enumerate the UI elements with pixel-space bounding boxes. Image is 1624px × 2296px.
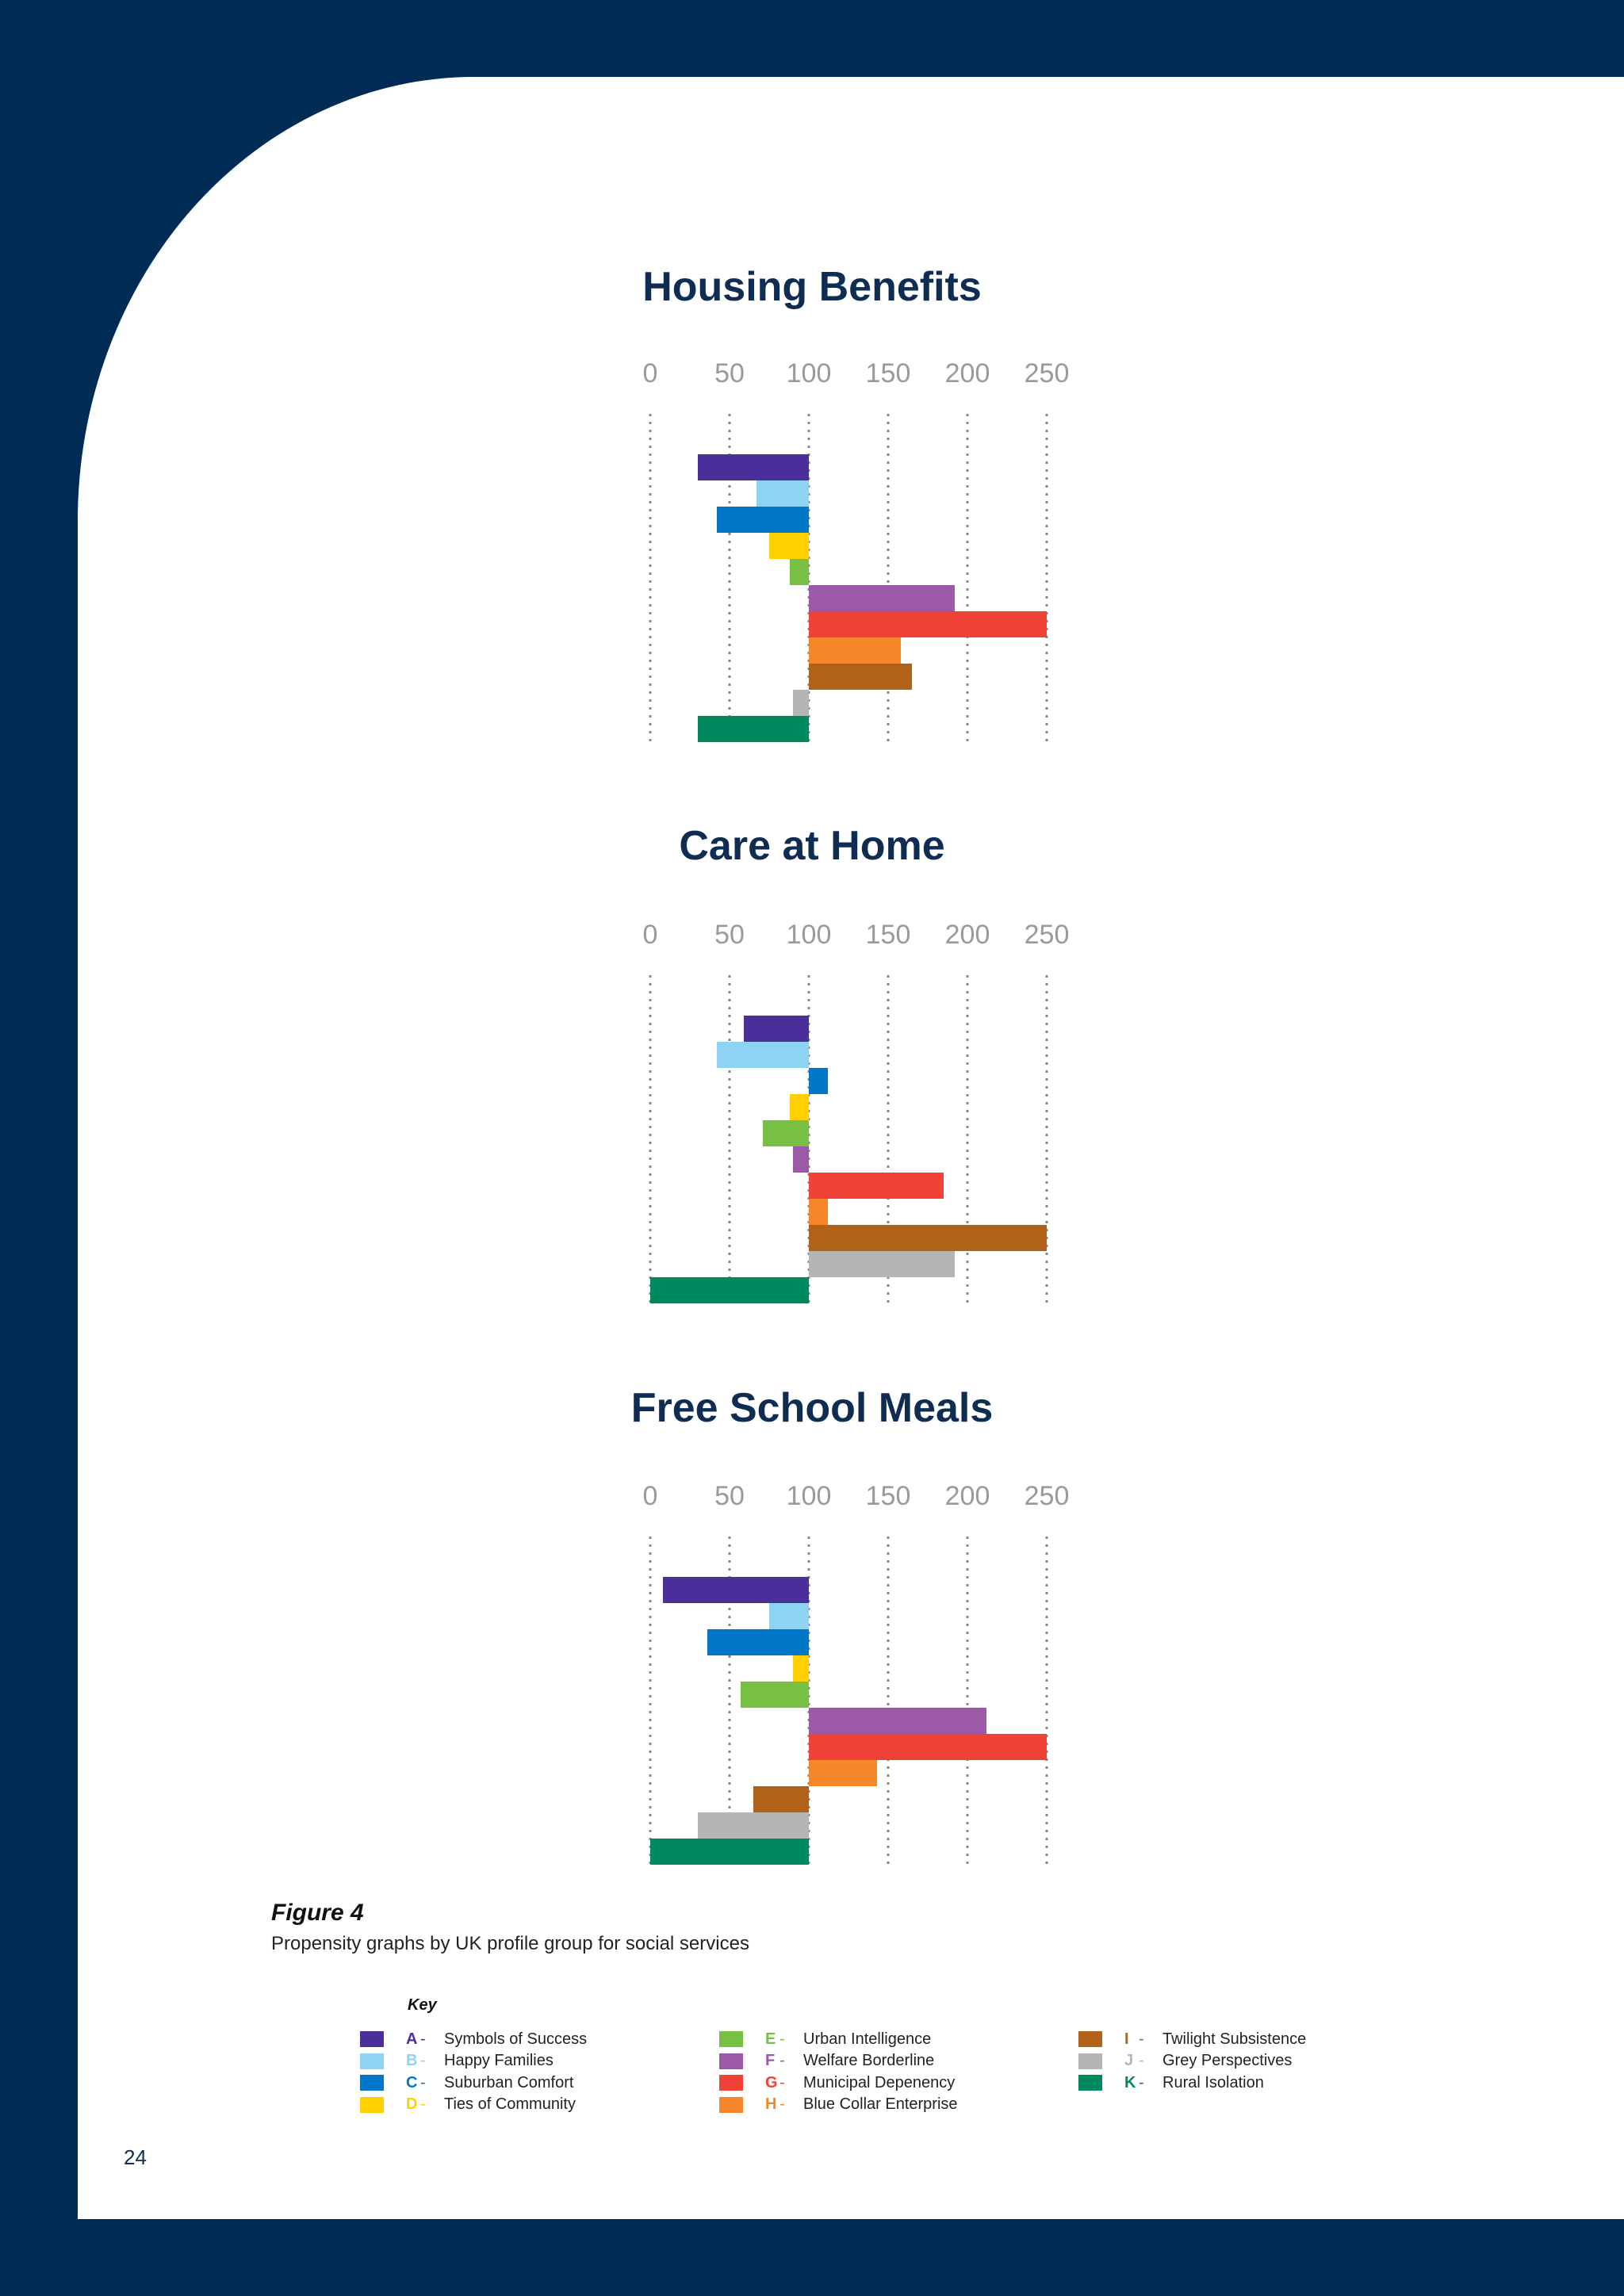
x-tick-label: 250	[1024, 1481, 1070, 1511]
x-tick-label: 200	[944, 920, 990, 950]
housing-benefits-chart	[611, 349, 1086, 761]
bar-a	[744, 1016, 809, 1042]
legend-item-f	[719, 2051, 934, 2072]
bar-d	[790, 1094, 809, 1120]
bar-a	[698, 454, 809, 480]
bar-f	[793, 1146, 809, 1173]
legend-swatch	[360, 2031, 384, 2047]
bar-b	[756, 480, 809, 507]
legend-swatch	[360, 2075, 384, 2091]
bar-h	[809, 1199, 828, 1225]
bar-h	[809, 637, 901, 664]
bar-j	[698, 1812, 809, 1839]
chart-title-free-school-meals: Free School Meals	[630, 1385, 994, 1431]
legend-label: Rural Isolation	[1162, 2073, 1264, 2091]
care-at-home-chart	[611, 910, 1086, 1322]
legend-item-e	[719, 2029, 931, 2049]
bar-a	[663, 1577, 809, 1603]
x-tick-label: 150	[865, 920, 911, 950]
x-tick-label: 250	[1024, 920, 1070, 950]
bar-d	[793, 1655, 809, 1682]
legend-label: Symbols of Success	[444, 2030, 588, 2048]
bar-i	[753, 1786, 809, 1812]
legend-letter: I	[1124, 2030, 1129, 2048]
x-tick-label: 50	[714, 358, 745, 388]
bar-i	[809, 664, 912, 690]
x-tick-label: 200	[944, 358, 990, 388]
legend-item-d	[360, 2095, 576, 2115]
legend-swatch	[719, 2097, 743, 2113]
x-tick-label: 200	[944, 1481, 990, 1511]
figure-caption	[271, 1900, 749, 1955]
legend-dash: -	[1139, 2052, 1144, 2069]
legend-dash: -	[779, 2073, 785, 2091]
bar-e	[763, 1120, 809, 1146]
legend-label: Happy Families	[444, 2052, 553, 2069]
legend-dash: -	[779, 2095, 785, 2113]
legend-item-c	[360, 2072, 573, 2093]
legend-dash: -	[1139, 2030, 1144, 2048]
chart-title-care-at-home: Care at Home	[679, 823, 945, 869]
legend-letter: K	[1124, 2073, 1136, 2091]
bar-h	[809, 1760, 877, 1786]
legend-item-j	[1078, 2051, 1292, 2072]
legend-item-a	[360, 2029, 587, 2049]
x-tick-label: 150	[865, 358, 911, 388]
legend-item-i	[1078, 2029, 1306, 2049]
x-tick-label: 0	[642, 358, 658, 388]
x-tick-label: 50	[714, 1481, 745, 1511]
bar-k	[698, 716, 809, 742]
legend-label: Suburban Comfort	[444, 2073, 574, 2091]
legend-letter: J	[1124, 2052, 1134, 2069]
bar-f	[809, 585, 955, 611]
legend-label: Municipal Depenency	[803, 2073, 956, 2091]
free-school-meals-chart	[611, 1471, 1086, 1884]
bar-g	[809, 1173, 944, 1199]
x-tick-label: 100	[786, 1481, 832, 1511]
bar-c	[717, 507, 809, 533]
legend-label: Welfare Borderline	[803, 2052, 935, 2069]
page-number: 24	[124, 2145, 147, 2169]
bar-k	[650, 1839, 809, 1865]
bar-e	[790, 559, 809, 585]
legend-letter: F	[765, 2052, 776, 2069]
x-tick-label: 50	[714, 920, 745, 950]
legend-swatch	[1078, 2053, 1102, 2069]
legend-swatch	[719, 2031, 743, 2047]
legend-item-b	[360, 2051, 553, 2072]
x-tick-label: 0	[642, 1481, 658, 1511]
legend-dash: -	[779, 2052, 785, 2069]
x-tick-label: 250	[1024, 358, 1070, 388]
legend-letter: A	[406, 2030, 418, 2048]
bar-i	[809, 1225, 1047, 1251]
legend-label: Grey Perspectives	[1162, 2052, 1293, 2069]
bar-j	[809, 1251, 955, 1277]
legend-label: Blue Collar Enterprise	[803, 2095, 958, 2113]
bar-f	[809, 1708, 986, 1734]
figure-caption-description: Propensity graphs by UK profile group for social services	[271, 1933, 749, 1954]
x-tick-label: 150	[865, 1481, 911, 1511]
legend-dash: -	[779, 2030, 785, 2048]
legend-swatch	[1078, 2031, 1102, 2047]
legend-label: Urban Intelligence	[803, 2030, 932, 2048]
legend-letter: G	[765, 2073, 778, 2091]
bar-b	[717, 1042, 809, 1068]
legend-dash: -	[1139, 2073, 1144, 2091]
legend-swatch	[719, 2075, 743, 2091]
bar-c	[707, 1629, 809, 1655]
bar-g	[809, 1734, 1047, 1760]
x-tick-label: 0	[642, 920, 658, 950]
bar-d	[769, 533, 809, 559]
legend-swatch	[360, 2053, 384, 2069]
legend-key-title: Key	[408, 1996, 437, 2014]
figure-caption-title: Figure 4	[271, 1900, 364, 1926]
legend-dash: -	[420, 2030, 426, 2048]
legend-swatch	[360, 2097, 384, 2113]
legend-dash: -	[420, 2073, 426, 2091]
legend-label: Twilight Subsistence	[1162, 2030, 1307, 2048]
legend-dash: -	[420, 2095, 426, 2113]
bar-e	[741, 1682, 809, 1708]
legend-letter: D	[406, 2095, 418, 2113]
bar-b	[769, 1603, 809, 1629]
bar-k	[650, 1277, 809, 1303]
bar-c	[809, 1068, 828, 1094]
legend-letter: H	[765, 2095, 777, 2113]
legend-letter: B	[406, 2052, 418, 2069]
legend-key	[360, 1996, 1391, 2123]
legend-label: Ties of Community	[444, 2095, 576, 2113]
x-tick-label: 100	[786, 920, 832, 950]
legend-item-h	[719, 2095, 958, 2115]
legend-swatch	[719, 2053, 743, 2069]
legend-item-k	[1078, 2072, 1264, 2093]
legend-letter: C	[406, 2073, 418, 2091]
bar-g	[809, 611, 1047, 637]
legend-swatch	[1078, 2075, 1102, 2091]
chart-title-housing-benefits: Housing Benefits	[642, 264, 982, 310]
legend-item-g	[719, 2072, 955, 2093]
x-tick-label: 100	[786, 358, 832, 388]
bar-j	[793, 690, 809, 716]
legend-letter: E	[765, 2030, 776, 2048]
legend-dash: -	[420, 2052, 426, 2069]
